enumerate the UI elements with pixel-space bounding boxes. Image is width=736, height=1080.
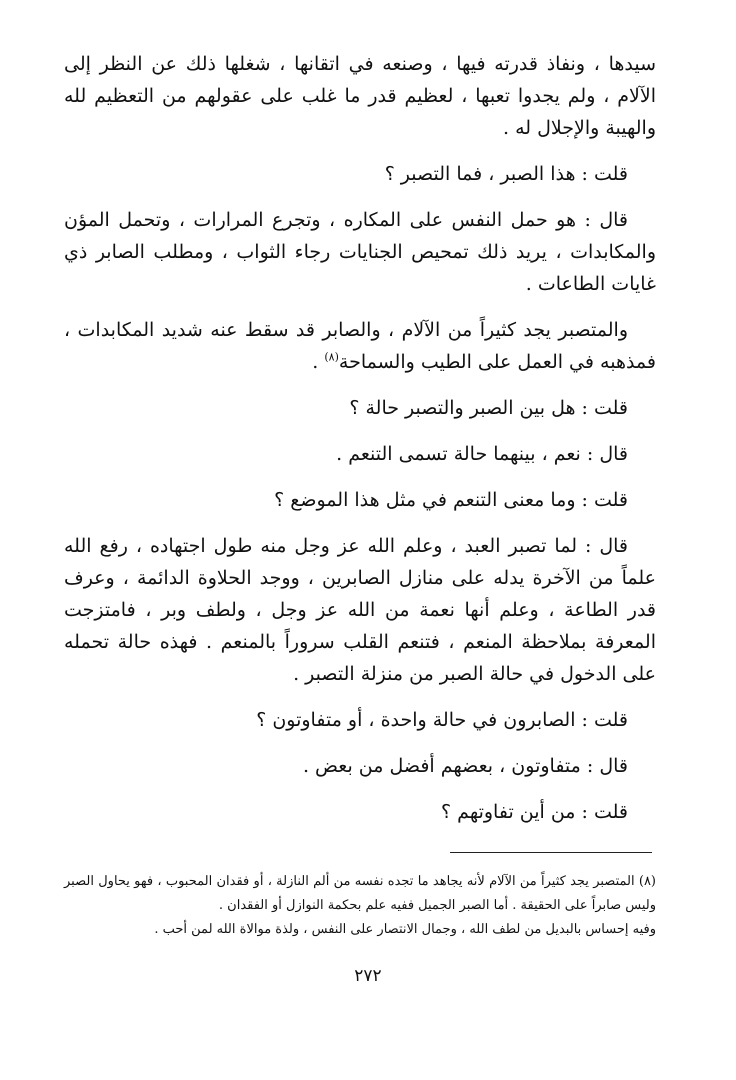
paragraph-10: قال : متفاوتون ، بعضهم أفضل من بعض . xyxy=(302,755,628,777)
main-text xyxy=(64,48,656,842)
footnote-ref: (٨) xyxy=(324,350,339,364)
footnote-line-1: (٨) المتصبر يجد كثيراً من الآلام لأنه يجاهد ما تجده نفسه من ألم النازلة ، أو فقدان المحبوب ، فهو يحاول الصبر وليس صابراً على الحقيقة . أما الصبر الجميل ففيه علم بحكمة النوازل أو الفقدان . xyxy=(64,874,656,913)
footnote-divider xyxy=(450,852,652,853)
paragraph-4-tail: . xyxy=(312,351,325,373)
paragraph-8: قال : لما تصبر العبد ، وعلم الله عز وجل منه طول اجتهاده ، رفع الله علماً من الآخرة يدله على منازل الصابرين ، ووجد الحلاوة الدائمة ، وعرف قدر الطاعة ، وعلم أنها نعمة من الله عز وجل ، ولطف وبر ، فامتزجت المعرفة بملاحظة المنعم ، فتنعم القلب سروراً بالمنعم . فهذه حالة تحمله على الدخول في حالة الصبر من منزلة التصبر . xyxy=(64,535,656,685)
paragraph-3: قال : هو حمل النفس على المكاره ، وتجرع المرارات ، وتحمل المؤن والمكابدات ، يريد ذلك تمحيص الجنايات رجاء الثواب ، ومطلب الصابر ذي غايات الطاعات . xyxy=(64,209,656,295)
paragraph-11: قلت : من أين تفاوتهم ؟ xyxy=(441,801,628,823)
paragraph-4 xyxy=(64,314,656,378)
paragraph-1: سيدها ، ونفاذ قدرته فيها ، وصنعه في اتقانها ، شغلها ذلك عن النظر إلى الآلام ، ولم يجدوا تعبها ، لعظيم قدر ما غلب على عقولهم من التعظيم لله والهيبة والإجلال له . xyxy=(64,53,656,139)
footnote-block xyxy=(64,870,656,942)
paragraph-7: قلت : وما معنى التنعم في مثل هذا الموضع ؟ xyxy=(274,489,628,511)
page-number: ٢٧٢ xyxy=(354,966,382,986)
paragraph-5: قلت : هل بين الصبر والتصبر حالة ؟ xyxy=(349,397,628,419)
footnote-line-2: وفيه إحساس بالبديل من لطف الله ، وجمال الانتصار على النفس ، ولذة موالاة الله لمن أحب . xyxy=(154,922,656,937)
paragraph-9: قلت : الصابرون في حالة واحدة ، أو متفاوتون ؟ xyxy=(256,709,628,731)
paragraph-4-text: والمتصبر يجد كثيراً من الآلام ، والصابر قد سقط عنه شديد المكابدات ، فمذهبه في العمل على الطيب والسماحة xyxy=(64,319,656,373)
paragraph-2: قلت : هذا الصبر ، فما التصبر ؟ xyxy=(384,163,628,185)
paragraph-6: قال : نعم ، بينهما حالة تسمى التنعم . xyxy=(336,443,628,465)
